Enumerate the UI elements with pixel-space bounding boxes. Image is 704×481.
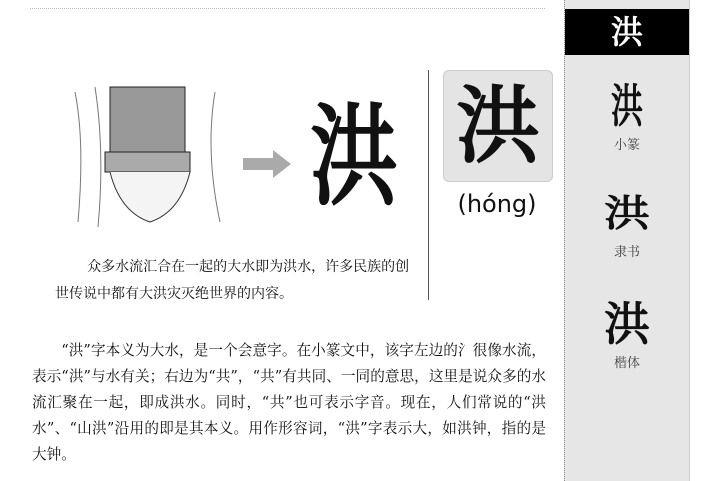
seal-script-char: 洪 [310,92,398,221]
hands-holding-vessel-illustration [70,82,230,232]
script-label: 楷体 [613,356,640,371]
sidebar-title: 洪 [565,9,689,55]
body-text: “洪”字本义为大水，是一个会意字。在小篆文中，该字左边的氵很像水流，表示“洪”与水有关；右边为“共”，“共”有共同、一同的意思，这里是说众多的水流汇聚在一起，即成洪水。同时，“共”也可表示字音。现在，人们常说的“洪水”、“山洪”沿用的即是其本义。用作形容词，“洪”字表示大，如洪钟，指的是大钟。 [32,342,546,463]
top-divider [30,8,545,9]
script-char: 洪 [610,79,644,133]
script-item-xiaozhuan [565,78,689,153]
script-char: 洪 [604,191,650,235]
script-char: 洪 [604,297,650,351]
script-item-kaiti [565,296,689,371]
image-caption: 众多水流汇合在一起的大水即为洪水，许多民族的创世传说中都有大洪灾灭绝世界的内容。 [55,259,410,302]
script-sidebar [564,0,690,481]
script-label: 隶书 [613,245,640,260]
arrow-right-icon [243,150,291,178]
vertical-divider [428,70,429,300]
pinyin: (hóng) [457,190,537,218]
main-char: 洪 [443,70,553,182]
script-label: 小篆 [613,138,640,153]
script-item-lishu [565,185,689,260]
